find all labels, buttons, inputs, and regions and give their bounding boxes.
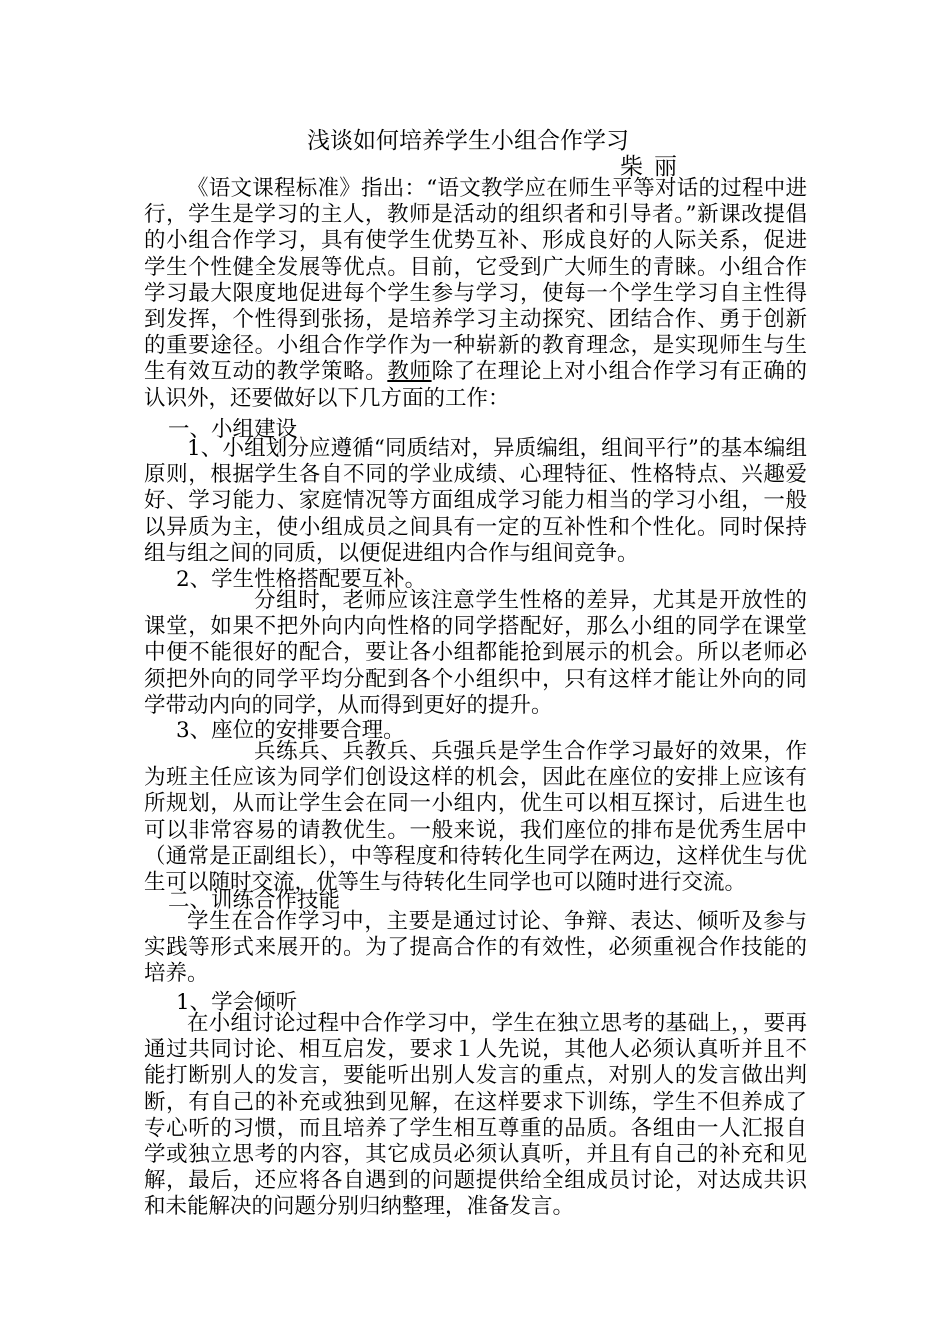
section1-item1: 1、小组划分应遵循“同质结对，异质编组，组间平行”的基本编组原则，根据学生各自不同的学业成绩、心理特征、性格特点、兴趣爱好、学习能力、家庭情况等方面组成学习能力相当的学习小组，一般以异质为主，使小组成员之间具有一定的互补性和个性化。同时保持组与组之间的同质，以便促进组内合作与组间竞争。 — [144, 436, 807, 566]
section1-item2-heading: 2、学生性格搭配要互补。 — [176, 567, 427, 592]
document-author: 柴丽 — [620, 154, 688, 180]
section1-heading: 一、小组建设 — [168, 417, 298, 442]
teacher-link[interactable]: 教师 — [387, 359, 432, 385]
document-title: 浅谈如何培养学生小组合作学习 — [307, 128, 629, 154]
section2-heading: 二、训练合作技能 — [168, 888, 341, 913]
section1-item3-text: 兵练兵、兵教兵、兵强兵是学生合作学习最好的效果，作为班主任应该为同学们创设这样的机会，因此在座位的安排上应该有所规划，从而让学生会在同一小组内，优生可以相互探讨，后进生也可以非常容易的请教优生。一般来说，我们座位的排布是优秀生居中（通常是正副组长），中等程度和待转化生同学在两边，这样优生与优生可以随时交流，优等生与待转化生同学也可以随时进行交流。 — [144, 739, 807, 896]
section1-item2-text: 分组时，老师应该注意学生性格的差异，尤其是开放性的课堂，如果不把外向内向性格的同学搭配好，那么小组的同学在课堂中便不能很好的配合，要让各小组都能抢到展示的机会。所以老师必须把外向的同学平均分配到各个小组织中，只有这样才能让外向的同学带动内向的同学，从而得到更好的提升。 — [144, 588, 807, 718]
section2-item1-heading: 1、学会倾听 — [176, 990, 298, 1015]
section2-intro: 学生在合作学习中，主要是通过讨论、争辩、表达、倾听及参与实践等形式来展开的。为了提高合作的有效性，必须重视合作技能的培养。 — [144, 909, 807, 987]
section1-item3-heading: 3、座位的安排要合理。 — [176, 718, 405, 743]
section2-item1-text: 在小组讨论过程中合作学习中，学生在独立思考的基础上，，要再通过共同讨论、相互启发，要求１人先说，其他人必须认真听并且不能打断别人的发言，要能听出别人发言的重点，对别人的发言做出判断，有自己的补充或独到见解，在这样要求下训练，学生不但养成了专心听的习惯，而且培养了学生相互尊重的品质。各组由一人汇报自学或独立思考的内容，其它成员必须认真听，并且有自己的补充和见解，最后，还应将各自遇到的问题提供给全组成员讨论，对达成共识和未能解决的问题分别归纳整理，准备发言。 — [144, 1011, 807, 1220]
intro-text-after: 除了在理论上对小组合作学习有正确的认识外，还要做好以下几方面的工作： — [144, 359, 807, 411]
intro-text-before: 《语文课程标准》指出：“语文教学应在师生平等对话的过程中进行，学生是学习的主人，教师是活动的组织者和引导者。”新课改提倡的小组合作学习，具有使学生优势互补、形成良好的人际关系，促进学生个性健全发展等优点。目前，它受到广大师生的青睐。小组合作学习最大限度地促进每个学生参与学习，使每一个学生学习自主性得到发挥，个性得到张扬，是培养学习主动探究、团结合作、勇于创新的重要途径。小组合作学作为一种崭新的教育理念，是实现师生与生生有效互动的教学策略。 — [144, 176, 807, 385]
intro-paragraph — [144, 176, 807, 412]
